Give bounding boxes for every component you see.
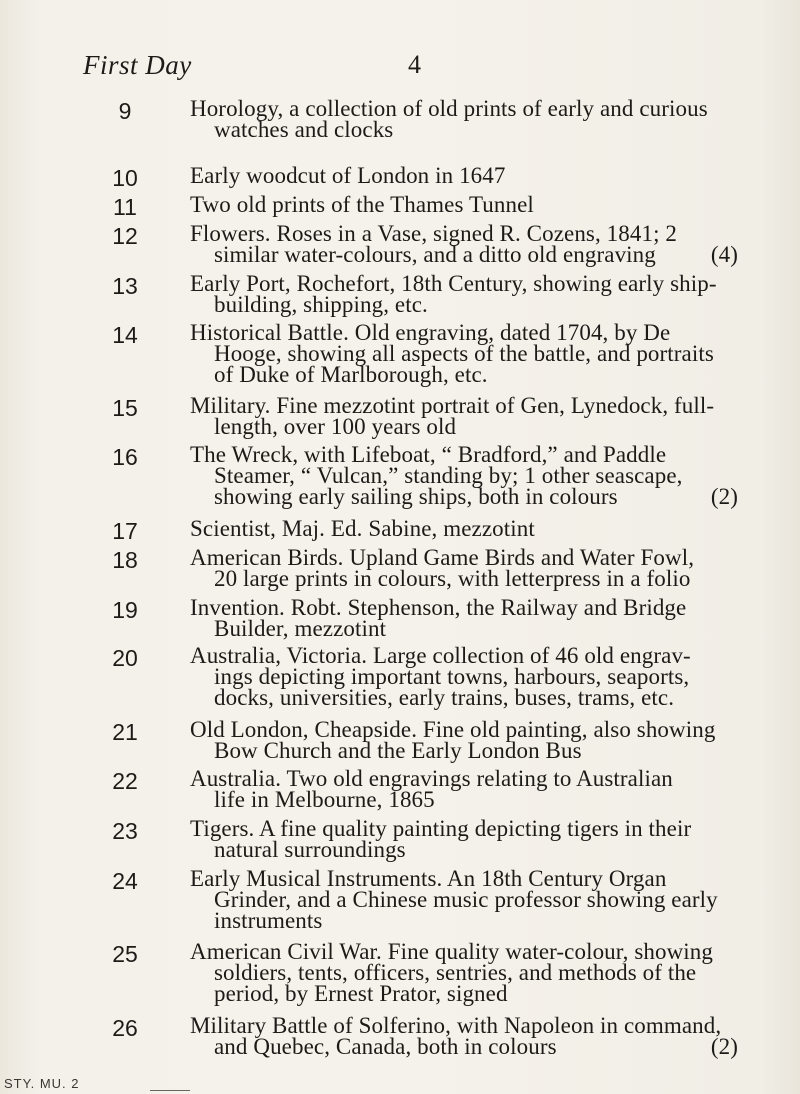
- lot-line-text: and Quebec, Canada, both in colours: [214, 1034, 557, 1059]
- lot-description-line: [190, 98, 738, 119]
- lot-line-text: Builder, mezzotint: [214, 616, 387, 641]
- lot-description-line: [190, 244, 738, 265]
- lot-description-line: [190, 983, 738, 1004]
- lot-quantity: (4): [710, 242, 738, 267]
- lot-description: [190, 597, 738, 639]
- lot-description-line: [190, 768, 738, 789]
- lot-line-text: American Birds. Upland Game Birds and Water Fowl,: [190, 545, 695, 570]
- lot-description-line: [190, 597, 738, 618]
- lot-description: [190, 165, 738, 186]
- lot-description-line: [190, 818, 738, 839]
- lot-quantity: (2): [710, 484, 738, 509]
- lot-line-text: Bow Church and the Early London Bus: [214, 738, 582, 763]
- lot-description-line: [190, 645, 738, 666]
- lot-line-text: Early Port, Rochefort, 18th Century, showing early ship-: [190, 271, 717, 296]
- lot-description: [190, 719, 738, 761]
- lot-line-text: life in Melbourne, 1865: [214, 787, 435, 812]
- lot-line-text: Grinder, and a Chinese music professor showing early: [214, 887, 718, 912]
- lot-description-line: [190, 343, 738, 364]
- lot-description-line: [190, 962, 738, 983]
- lot-number: 9: [118, 98, 132, 124]
- lot-line-text: building, shipping, etc.: [214, 292, 428, 317]
- lot-line-text: docks, universities, early trains, buses, trams, etc.: [214, 685, 675, 710]
- lot-line-text: Australia. Two old engravings relating to Australian: [190, 766, 673, 791]
- lot-description-line: [190, 618, 738, 639]
- lot-description-line: [190, 465, 738, 486]
- lot-line-text: Early woodcut of London in 1647: [190, 163, 506, 188]
- lot-line-text: showing early sailing ships, both in colours: [214, 484, 618, 509]
- lot-description: [190, 518, 738, 539]
- lot-description-line: [190, 568, 738, 589]
- lot-number: 25: [112, 941, 138, 967]
- lot-description-line: [190, 1036, 738, 1057]
- lot-description-line: [190, 119, 738, 140]
- lot-number: 11: [113, 194, 137, 220]
- lot-description-line: [190, 223, 738, 244]
- lot-number: 16: [112, 444, 138, 470]
- lot-number: 20: [112, 645, 138, 671]
- lot-description-line: [190, 518, 738, 539]
- lot-description-line: [190, 395, 738, 416]
- lot-line-text: 20 large prints in colours, with letterpress in a folio: [214, 566, 691, 591]
- lot-description-line: [190, 322, 738, 343]
- lot-description-line: [190, 486, 738, 507]
- lot-description: [190, 868, 738, 931]
- lot-line-text: instruments: [214, 908, 323, 933]
- lot-description-line: [190, 444, 738, 465]
- lot-description-line: [190, 868, 738, 889]
- lot-description-line: [190, 194, 738, 215]
- lot-line-text: length, over 100 years old: [214, 414, 457, 439]
- lot-description: [190, 1015, 738, 1057]
- lot-description-line: [190, 364, 738, 385]
- lot-description-line: [190, 789, 738, 810]
- lot-description: [190, 273, 738, 315]
- lot-line-text: Hooge, showing all aspects of the battle, and portraits: [214, 341, 714, 366]
- lot-line-text: soldiers, tents, officers, sentries, and methods of the: [214, 960, 697, 985]
- lot-line-text: Old London, Cheapside. Fine old painting, also showing: [190, 717, 716, 742]
- lot-description: [190, 645, 738, 708]
- lot-description-line: [190, 273, 738, 294]
- lot-description: [190, 941, 738, 1004]
- lot-number: 21: [112, 719, 138, 745]
- lot-line-text: natural surroundings: [214, 837, 406, 862]
- lot-description-line: [190, 941, 738, 962]
- lot-number: 12: [112, 223, 138, 249]
- lot-quantity: (2): [710, 1034, 738, 1059]
- lot-number: 13: [112, 273, 138, 299]
- lot-number: 10: [112, 165, 138, 191]
- lot-number: 23: [112, 818, 138, 844]
- lot-number: 26: [112, 1015, 138, 1041]
- lot-description-line: [190, 1015, 738, 1036]
- footer-code: STY. MU. 2: [4, 1076, 80, 1091]
- page-number: 4: [408, 50, 421, 79]
- lot-description-line: [190, 687, 738, 708]
- lot-line-text: period, by Ernest Prator, signed: [214, 981, 508, 1006]
- lot-line-text: Military. Fine mezzotint portrait of Gen, Lynedock, full-: [190, 393, 715, 418]
- lot-description-line: [190, 165, 738, 186]
- lot-number: 22: [112, 768, 138, 794]
- lot-line-text: Historical Battle. Old engraving, dated 1704, by De: [190, 320, 671, 345]
- lot-line-text: of Duke of Marlborough, etc.: [214, 362, 488, 387]
- lot-number: 19: [112, 597, 138, 623]
- lot-line-text: Flowers. Roses in a Vase, signed R. Cozens, 1841; 2: [190, 221, 678, 246]
- page-header: [83, 50, 733, 90]
- lot-description: [190, 223, 738, 265]
- footer-rule: [150, 1076, 190, 1091]
- lot-line-text: Tigers. A fine quality painting depicting tigers in their: [190, 816, 692, 841]
- lot-line-text: Scientist, Maj. Ed. Sabine, mezzotint: [190, 516, 535, 541]
- lot-line-text: Two old prints of the Thames Tunnel: [190, 192, 534, 217]
- lot-line-text: Horology, a collection of old prints of early and curious: [190, 96, 708, 121]
- lot-line-text: ings depicting important towns, harbours, seaports,: [214, 664, 690, 689]
- lot-line-text: American Civil War. Fine quality water-colour, showing: [190, 939, 713, 964]
- running-title: First Day: [83, 50, 192, 80]
- lot-description: [190, 98, 738, 140]
- lot-line-text: Military Battle of Solferino, with Napoleon in command,: [190, 1013, 722, 1038]
- lot-description: [190, 194, 738, 215]
- lot-description: [190, 322, 738, 385]
- lot-line-text: Steamer, “ Vulcan,” standing by; 1 other seascape,: [214, 463, 683, 488]
- lot-line-text: Invention. Robt. Stephenson, the Railway and Bridge: [190, 595, 687, 620]
- lot-description-line: [190, 839, 738, 860]
- page-footer: [0, 1076, 800, 1094]
- lot-description: [190, 818, 738, 860]
- lot-number: 24: [112, 868, 138, 894]
- lot-line-text: watches and clocks: [214, 117, 394, 142]
- lot-line-text: similar water-colours, and a ditto old engraving: [214, 242, 656, 267]
- lot-description: [190, 395, 738, 437]
- lot-description-line: [190, 666, 738, 687]
- lot-description-line: [190, 910, 738, 931]
- lot-description: [190, 547, 738, 589]
- lot-line-text: The Wreck, with Lifeboat, “ Bradford,” and Paddle: [190, 442, 667, 467]
- lot-line-text: Early Musical Instruments. An 18th Century Organ: [190, 866, 667, 891]
- lot-description-line: [190, 294, 738, 315]
- lot-line-text: Australia, Victoria. Large collection of 46 old engrav-: [190, 643, 691, 668]
- lot-description-line: [190, 719, 738, 740]
- lot-description: [190, 444, 738, 507]
- lot-description-line: [190, 547, 738, 568]
- lot-description: [190, 768, 738, 810]
- lot-number: 14: [112, 322, 138, 348]
- lot-description-line: [190, 740, 738, 761]
- lot-description-line: [190, 889, 738, 910]
- lot-description-line: [190, 416, 738, 437]
- lot-number: 15: [112, 395, 138, 421]
- lot-number: 18: [112, 547, 138, 573]
- lot-number: 17: [112, 518, 138, 544]
